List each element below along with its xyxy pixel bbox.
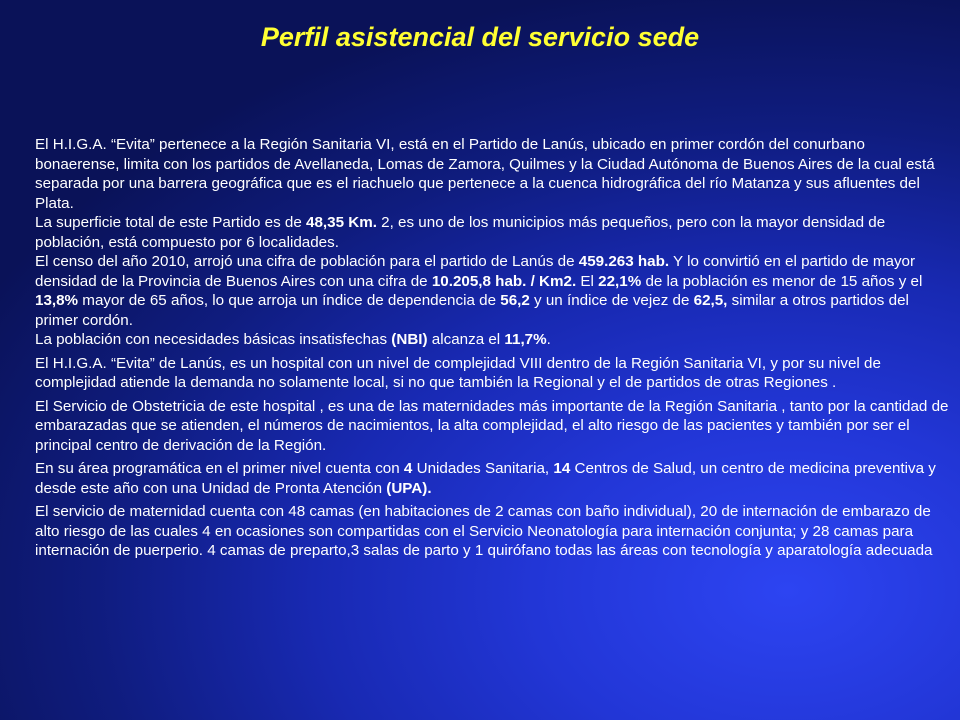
paragraph-census (35, 252, 953, 330)
census-text-7: similar a otros partidos del primer cordón. (35, 292, 909, 329)
program-text-1: En su área programática en el primer nivel cuenta con (35, 460, 404, 477)
surface-text-2: 2, es uno de los municipios más pequeños, pero con la mayor densidad de población, está compuesto por 6 localidades. (35, 214, 886, 251)
obstetrics-text: El Servicio de Obstetricia de este hospital , es una de las maternidades más importante de la Región Sanitaria , tanto por la cantidad de embarazadas que se atienden, el números de nacimientos, la alta complejidad, el alto riesgo de las pacientes y también por ser el principal centro de derivación de la Región. (35, 397, 949, 454)
paragraph-location (35, 135, 953, 213)
program-units-count: 4 (403, 460, 413, 477)
census-text-1: El censo del año 2010, arrojó una cifra de población para el partido de Lanús de (35, 253, 579, 270)
paragraph-maternity (35, 502, 953, 561)
census-under-15: 22,1% (598, 272, 642, 290)
paragraph-program-area (35, 459, 953, 498)
program-upa: (UPA). (386, 479, 432, 497)
census-over-65: 13,8% (35, 292, 79, 309)
census-text-4: de la población es menor de 15 años y el (641, 272, 923, 290)
slide-body (35, 135, 953, 561)
surface-text-1: La superficie total de este Partido es de (35, 214, 307, 231)
paragraph-surface (35, 213, 953, 252)
nbi-label: (NBI) (391, 331, 428, 348)
census-aging-index: 62,5, (693, 292, 728, 309)
census-density: 10.205,8 hab. / Km2. (431, 272, 577, 290)
slide-title: Perfil asistencial del servicio sede (260, 22, 700, 52)
census-population: 459.263 hab. (578, 253, 670, 270)
paragraph-nbi (35, 330, 953, 350)
nbi-text-1: La población con necesidades básicas insatisfechas (35, 331, 392, 348)
census-text-5: mayor de 65 años, lo que arroja un índice de dependencia de (78, 292, 501, 309)
census-text-3: El (576, 272, 599, 290)
hospital-level-text: El H.I.G.A. “Evita” de Lanús, es un hospital con un nivel de complejidad VIII dentro de la Región Sanitaria VI, y por su nivel de complejidad atiende la demanda no solamente local, si no que también la Regional y el de partidos de otras Regiones . (35, 354, 881, 391)
program-text-2: Unidades Sanitaria, (412, 460, 554, 477)
census-text-6: y un índice de vejez de (529, 292, 694, 309)
nbi-text-3: . (546, 331, 551, 348)
maternity-text: El servicio de maternidad cuenta con 48 camas (en habitaciones de 2 camas con baño individual), 20 de internación de embarazo de alto riesgo de las cuales 4 en ocasiones son compartidas con el Servicio Neonatología para internación conjunta; y 28 camas para internación de puerperio. 4 camas de preparto,3 salas de parto y 1 quirófano todas las áreas con tecnología y aparatología adecuada (35, 503, 933, 559)
census-dependency-index: 56,2 (500, 292, 530, 309)
paragraph-hospital-level (35, 354, 953, 393)
program-text-3: Centros de Salud, un centro de medicina preventiva y desde este año con una Unidad de Pronta Atención (35, 460, 936, 497)
paragraph-location-text: El H.I.G.A. “Evita” pertenece a la Región Sanitaria VI, está en el Partido de Lanús, ubicado en primer cordón del conurbano bonaerense, limita con los partidos de Avellaneda, Lomas de Zamora, Quilmes y la Ciudad Autónoma de Buenos Aires de la cual está separada por una barrera geográfica que es el riachuelo que pertenece a la cuenca hidrográfica del río Matanza y sus afluentes del Plata. (35, 136, 935, 212)
paragraph-obstetrics (35, 397, 953, 456)
surface-value: 48,35 Km. (306, 214, 377, 231)
nbi-value: 11,7% (504, 331, 547, 348)
census-text-2: Y lo convirtió en el partido de mayor densidad de la Provincia de Buenos Aires con una cifra de (35, 253, 916, 290)
nbi-text-2: alcanza el (427, 331, 505, 348)
program-centers-count: 14 (553, 460, 571, 477)
